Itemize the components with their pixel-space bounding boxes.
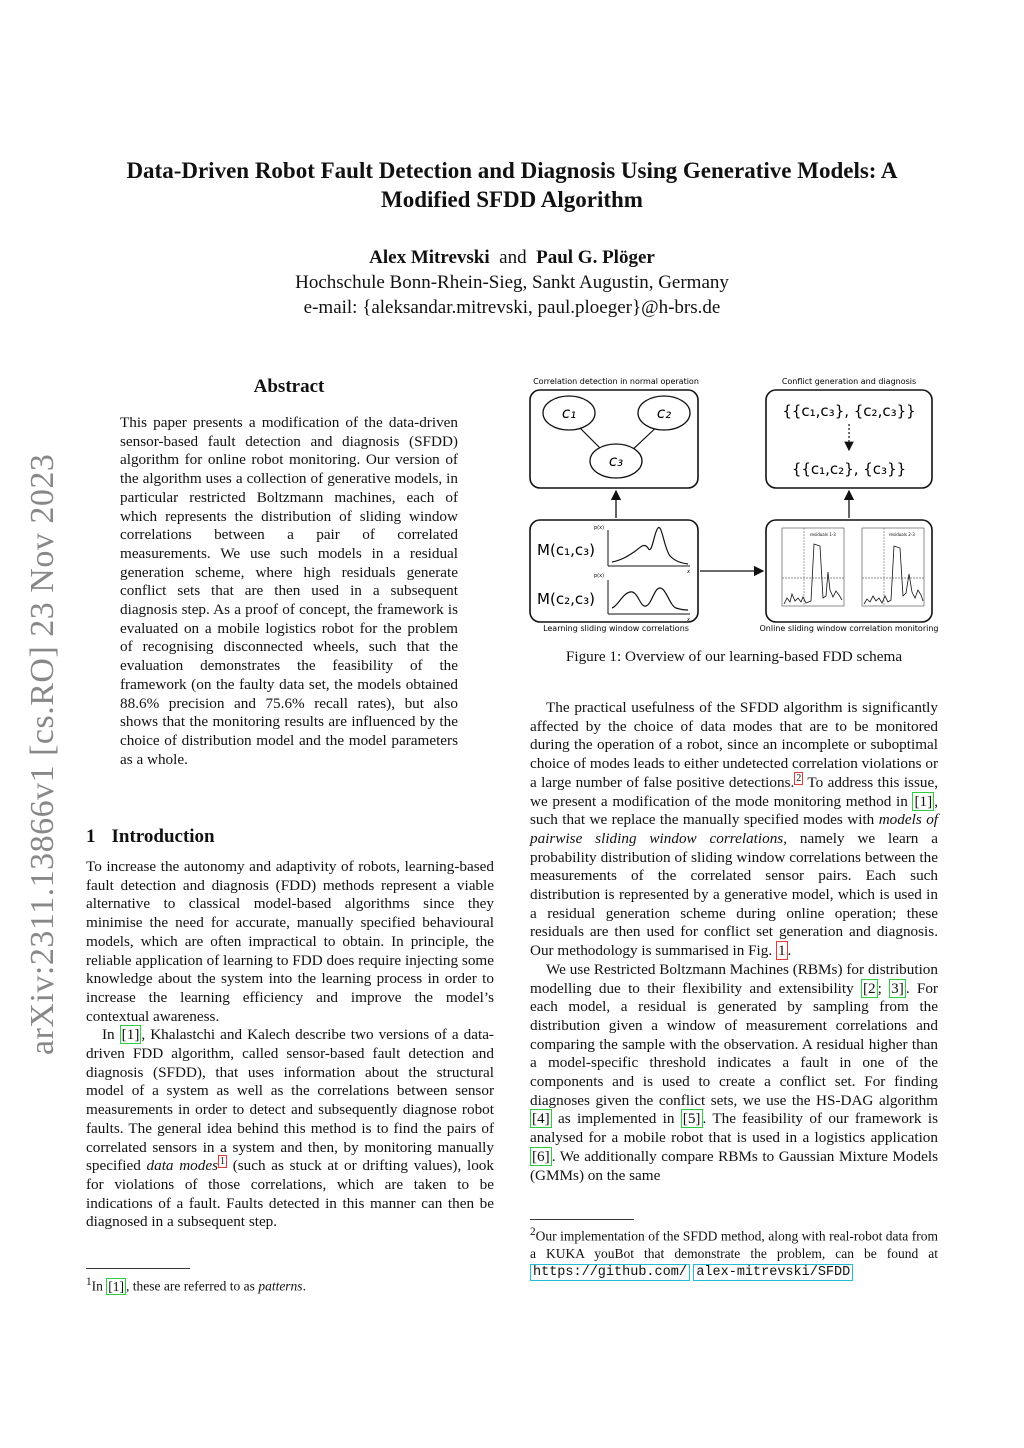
figure-ref[interactable]: 1 [777,942,786,960]
label-monitoring: Online sliding window correlation monitoring [759,624,939,633]
author-1: Alex Mitrevski [369,247,490,268]
author-2: Paul G. Plöger [536,247,655,268]
svg-text:c₂: c₂ [656,404,672,422]
conflict-sets: {{c₁,c₃}, {c₂,c₃}} [782,402,916,420]
footnote-1: $^1$In [1] , these are referred to as patterns. [86,1276,306,1294]
right-column [530,699,938,1185]
svg-text:residuals 2-3: residuals 2-3 [889,532,915,537]
citation-link[interactable]: [1] [121,1026,140,1044]
author-line [60,245,964,270]
svg-text:x: x [687,569,690,575]
model-1: M(c₁,c₃) [537,541,595,559]
affiliation: Hochschule Bonn-Rhein-Sieg, Sankt Augustin, Germany [295,272,729,293]
footnote-ref-2[interactable]: 2 [796,772,802,784]
github-link[interactable]: https://github.com/ [530,1264,690,1281]
section-title: Introduction [111,826,215,847]
citation-link[interactable]: [5] [682,1110,701,1128]
citation-link[interactable]: [1] [914,792,933,810]
author-block [60,245,964,320]
svg-text:c₃: c₃ [608,452,624,470]
footnote-2: $^2$Our implementation of the SFDD method, along with real-robot data from a KUKA youBot that demonstrate the problem, can be found at https://github.com/ alex-mitrevski/SFDD [530,1226,938,1280]
github-link-continued[interactable]: alex-mitrevski/SFDD [693,1264,853,1281]
footnote-ref-1[interactable]: 1 [220,1156,226,1168]
figure-1-diagram [524,372,944,638]
email: e-mail: {aleksandar.mitrevski, paul.ploeger}@h-brs.de [303,297,721,318]
label-learning: Learning sliding window correlations [543,624,689,633]
author-and: and [499,247,527,268]
diagnoses: {{c₁,c₂}, {c₃}} [791,460,907,478]
title-line-1: Data-Driven Robot Fault Detection and Diagnosis Using Generative Models: A [126,158,898,183]
intro-paragraph-1: To increase the autonomy and adaptivity of robots, learning-based fault detection and diagnosis (FDD) methods represent a viable alternative to classical model-based algorithms since they minimise the need for accurate, manually specified behavioural models, which are often impractical to obtain. In principle, the reliable application of learning to FDD does require injecting some knowledge about the system into the learning process in order to increase the learning efficiency and improve the model’s contextual awareness. [86,858,494,1025]
abstract-heading: Abstract [253,376,325,397]
citation-link[interactable]: [4] [532,1110,550,1128]
model-2: M(c₂,c₃) [537,590,595,608]
section-number: 1 [86,826,96,847]
svg-text:p(x): p(x) [594,573,605,579]
left-column [86,858,494,1232]
svg-text:p(x): p(x) [594,525,605,531]
svg-text:c₁: c₁ [561,404,577,422]
section-heading-introduction [86,826,215,848]
figure-1-caption: Figure 1: Overview of our learning-based FDD schema [565,648,903,665]
right-paragraph-1: The practical usefulness of the SFDD algorithm is significantly affected by the choice of data modes that are to be monitored during the operation of a robot, since an incomplete or suboptimal choice of modes leads to either undetected correlation violations or a large number of false positive detections. $^2$ To address this issue, we present a modification of the mode monitoring method in [1] , such that we replace the manually specified modes with models of pairwise sliding window correlations, namely we learn a probability distribution of sliding window correlations between the measurements of the correlated sensor pairs. Each such distribution is represented by a generative model, which is used in a residual generation scheme during online operation; these residuals are then used for conflict set generation and diagnosis. Our methodology is summarised in Fig. 1 . [530,699,939,960]
citation-link[interactable]: [6] [532,1147,550,1165]
citation-link[interactable]: 3] [891,979,904,997]
svg-text:x: x [687,617,690,623]
paper-title [60,156,964,214]
title-line-2: Modified SFDD Algorithm [381,187,643,212]
right-paragraph-2: We use Restricted Boltzmann Machines (RBMs) for distribution modelling due to their flexibility and extensibility [2 ; 3] . For each model, a residual is generated by sampling from the distribution given a window of measurement correlations and comparing the sample with the observation. A residual higher than a model-specific threshold indicates a fault in one of the components and is used to create a conflict set. For finding diagnoses given the conflict sets, we use the HS-DAG algorithm [4] as implemented in [5] . The feasibility of our framework is analysed for a mobile robot that is used in a logistics application [6] . We additionally compare RBMs to Gaussian Mixture Models (GMMs) on the same [530,960,938,1184]
citation-link[interactable]: [2 [863,979,876,997]
label-conflict-generation: Conflict generation and diagnosis [781,377,917,386]
abstract-text: This paper presents a modification of the data-driven sensor-based fault detection and diagnosis (SFDD) algorithm for online robot monitoring. Our version of the algorithm uses a collection of generative models, in particular restricted Boltzmann machines, each of which represents the distribution of sliding window correlations between a pair of correlated measurements. We use such models in a residual generation scheme, where high residuals generate conflict sets that are then used in a subsequent diagnosis step. As a proof of concept, the framework is evaluated on a mobile logistics robot for the problem of recognising disconnected wheels, such that the evaluation demonstrates the feasibility of the framework (on the faulty data set, the models obtained 88.6% precision and 75.6% recall rates), but also shows that the monitoring results are influenced by the choice of distribution model and the model parameters as a whole. [120,414,458,768]
footnote-rule-left [86,1268,190,1269]
intro-paragraph-2: In [1] , Khalastchi and Kalech describe two versions of a data-driven FDD algorithm, called sensor-based fault detection and diagnosis (SFDD), that uses information about the structural model of a system as well as the correlations between sensor measurements in order to detect and subsequently diagnose robot faults. The general idea behind this method is to find the pairs of correlated sensors in a system and then, by monitoring manually specified data modes $^1$ (such as stuck at or drifting values), look for violations of those correlations, which are taken to be indications of a fault. Faults detected in this manner can then be diagnosed in a subsequent step. [86,1026,494,1231]
arxiv-id: arXiv:2311.13866v1 [cs.RO] 23 Nov 2023 [24,453,61,1055]
footnote-rule-right [530,1219,634,1220]
label-correlation-detection: Correlation detection in normal operation [533,377,699,386]
svg-text:residuals 1-3: residuals 1-3 [810,532,836,537]
citation-link[interactable]: [1] [108,1278,124,1294]
